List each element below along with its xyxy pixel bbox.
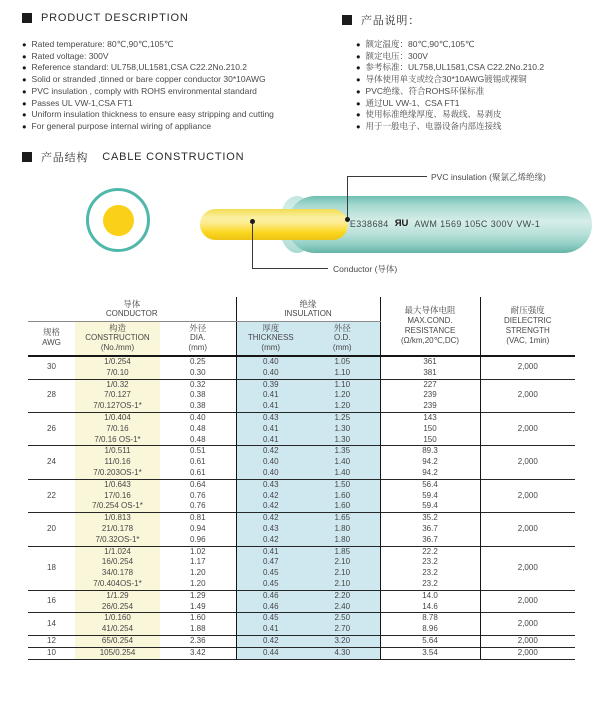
cell-dia: 1.60 1.88 — [160, 613, 236, 636]
cell-dia: 0.32 0.38 0.38 — [160, 379, 236, 412]
cell-dielectric: 2,000 — [480, 479, 575, 512]
cell-od: 1.10 1.20 1.20 — [305, 379, 380, 412]
cell-construction: 1/0.254 7/0.10 — [75, 356, 160, 379]
bullet-text: 参考标准：UL758,UL1581,CSA C22.2No.210.2 — [365, 62, 545, 73]
bullet-text: 用于一般电子、电器设备内部连接线 — [365, 120, 502, 131]
table-row-awg-26 — [28, 412, 575, 445]
cable-construction-header — [22, 149, 244, 165]
bullet-icon: ● — [22, 110, 27, 120]
conductor-leader-line-v — [252, 221, 253, 268]
cell-dielectric: 2,000 — [480, 379, 575, 412]
cell-od: 1.25 1.30 1.30 — [305, 412, 380, 445]
conductor-leader-line-h — [252, 268, 328, 269]
cell-dia: 0.51 0.61 0.61 — [160, 446, 236, 479]
cell-resistance: 35.2 36.7 36.7 — [380, 513, 480, 546]
cable-marking — [300, 218, 590, 229]
cell-thickness: 0.39 0.41 0.41 — [236, 379, 305, 412]
cell-awg: 10 — [28, 647, 75, 659]
bullet-item — [356, 74, 544, 86]
cell-dielectric: 2,000 — [480, 635, 575, 647]
table-row-awg-28 — [28, 379, 575, 412]
bullet-icon: ● — [22, 86, 27, 96]
bullet-item — [22, 109, 274, 121]
cell-dielectric: 2,000 — [480, 412, 575, 445]
table-row-awg-24 — [28, 446, 575, 479]
cell-resistance: 14.0 14.6 — [380, 590, 480, 613]
table-row-awg-30 — [28, 356, 575, 379]
table-row-awg-16 — [28, 590, 575, 613]
bullet-item — [22, 62, 274, 74]
conductor-leader-dot — [250, 219, 255, 224]
bullet-item — [22, 74, 274, 86]
cell-od: 4.30 — [305, 647, 380, 659]
cell-dia: 1.29 1.49 — [160, 590, 236, 613]
cell-awg: 26 — [28, 412, 75, 445]
bullet-icon: ● — [22, 75, 27, 85]
cell-dia: 0.40 0.48 0.48 — [160, 412, 236, 445]
cell-od: 2.50 2.70 — [305, 613, 380, 636]
cell-resistance: 3.54 — [380, 647, 480, 659]
cell-awg: 18 — [28, 546, 75, 590]
cell-dielectric: 2,000 — [480, 513, 575, 546]
bullet-item — [22, 86, 274, 98]
bullet-item — [356, 51, 544, 63]
pvc-leader-dot — [345, 217, 350, 222]
bullet-text: 额定温度：80℃,90℃,105℃ — [365, 39, 475, 49]
group-header-conductor: 导体 CONDUCTOR — [28, 297, 236, 321]
bullet-item — [356, 109, 544, 121]
group-header-row — [28, 297, 575, 321]
cell-construction: 1/0.404 7/0.16 7/0.16 OS-1* — [75, 412, 160, 445]
bullet-text: 额定电压：300V — [365, 50, 428, 61]
bullet-icon: ● — [356, 75, 361, 85]
cell-thickness: 0.43 0.41 0.41 — [236, 412, 305, 445]
bullet-item — [356, 86, 544, 98]
col-header-construction: 构造 CONSTRUCTION (No./mm) — [75, 321, 160, 356]
cell-dielectric: 2,000 — [480, 613, 575, 636]
bullet-item — [356, 121, 544, 133]
cell-dielectric: 2,000 — [480, 356, 575, 379]
bullet-item — [356, 98, 544, 110]
cable-cross-section — [86, 188, 150, 252]
bullet-icon: ● — [356, 40, 361, 49]
cell-resistance: 56.4 59.4 59.4 — [380, 479, 480, 512]
cell-dia: 0.81 0.94 0.96 — [160, 513, 236, 546]
spec-table — [28, 297, 575, 660]
product-description-header — [22, 12, 189, 24]
table-row-awg-12 — [28, 635, 575, 647]
bullet-icon: ● — [356, 110, 361, 120]
bullet-text: Reference standard: UL758,UL1581,CSA C22.2No.210.2 — [31, 62, 248, 73]
bullet-text: Rated voltage: 300V — [31, 50, 109, 61]
bullet-icon: ● — [356, 121, 361, 131]
conductor-label: Conductor (导体) — [333, 264, 398, 274]
table-row-awg-10 — [28, 647, 575, 659]
cell-resistance: 5.64 — [380, 635, 480, 647]
bullet-text: 通过UL VW-1、CSA FT1 — [365, 97, 460, 108]
cell-thickness: 0.40 0.40 — [236, 356, 305, 379]
cell-thickness: 0.44 — [236, 647, 305, 659]
construction-title-cn: 产品结构 — [41, 152, 89, 164]
cell-awg: 24 — [28, 446, 75, 479]
cell-dia: 0.25 0.30 — [160, 356, 236, 379]
cell-dielectric: 2,000 — [480, 446, 575, 479]
bullet-icon: ● — [22, 63, 27, 73]
col-header-dia: 外径 DIA. (mm) — [160, 321, 236, 356]
cell-construction: 1/0.160 41/0.254 — [75, 613, 160, 636]
cell-thickness: 0.46 0.46 — [236, 590, 305, 613]
cell-awg: 30 — [28, 356, 75, 379]
ul-recognized-icon: ЯU — [394, 218, 409, 229]
pvc-leader-line-h — [347, 176, 427, 177]
cell-resistance: 227 239 239 — [380, 379, 480, 412]
cell-construction: 65/0.254 — [75, 635, 160, 647]
cell-resistance: 89.3 94.2 94.2 — [380, 446, 480, 479]
cell-construction: 1/0.643 17/0.16 7/0.254 OS-1* — [75, 479, 160, 512]
table-row-awg-22 — [28, 479, 575, 512]
cell-dia: 2.36 — [160, 635, 236, 647]
bullet-item — [22, 39, 274, 51]
col-header-awg: 规格 AWG — [28, 321, 75, 356]
group-header-insulation: 绝缘 INSULATION — [236, 297, 380, 321]
cell-awg: 28 — [28, 379, 75, 412]
cell-awg: 12 — [28, 635, 75, 647]
bullet-item — [356, 62, 544, 74]
cell-dielectric: 2,000 — [480, 546, 575, 590]
cell-dia: 1.02 1.17 1.20 1.20 — [160, 546, 236, 590]
cell-od: 3.20 — [305, 635, 380, 647]
bullet-text: PVC绝缘、符合ROHS环保标准 — [365, 85, 485, 96]
bullet-icon: ● — [356, 63, 361, 73]
table-row-awg-20 — [28, 513, 575, 546]
table-row-awg-18 — [28, 546, 575, 590]
black-square-icon — [22, 13, 32, 23]
product-description-title: PRODUCT DESCRIPTION — [41, 12, 189, 24]
bullet-item — [22, 121, 274, 133]
cable-marking-spec: AWM 1569 105C 300V VW-1 — [414, 218, 541, 229]
cell-construction: 1/1.29 26/0.254 — [75, 590, 160, 613]
cell-dia: 3.42 — [160, 647, 236, 659]
col-header-thickness: 厚度 THICKNESS (mm) — [236, 321, 305, 356]
bullet-icon: ● — [22, 121, 27, 131]
cell-resistance: 22.2 23.2 23.2 23.2 — [380, 546, 480, 590]
bullet-text: PVC insulation , comply with ROHS environmental standard — [31, 85, 257, 96]
bullet-text: 导体使用单支或绞合30*10AWG镀锡或裸铜 — [365, 74, 527, 85]
bullet-icon: ● — [356, 86, 361, 96]
bullet-text: Rated temperature: 80℃,90℃,105℃ — [31, 39, 174, 49]
cell-od: 1.85 2.10 2.10 2.10 — [305, 546, 380, 590]
pvc-insulation-label: PVC insulation (聚氯乙烯绝缘) — [431, 172, 546, 182]
bullet-icon: ● — [356, 98, 361, 108]
bullet-item — [22, 51, 274, 63]
description-cn-list — [356, 39, 544, 133]
cell-thickness: 0.43 0.42 0.42 — [236, 479, 305, 512]
description-en-list — [22, 39, 274, 133]
cell-od: 1.50 1.60 1.60 — [305, 479, 380, 512]
cable-marking-ref: E338684 — [349, 218, 389, 229]
bullet-item — [22, 98, 274, 110]
cell-resistance: 8.78 8.96 — [380, 613, 480, 636]
cell-resistance: 361 381 — [380, 356, 480, 379]
bullet-text: Passes UL VW-1,CSA FT1 — [31, 97, 133, 108]
cell-dielectric: 2,000 — [480, 647, 575, 659]
cell-od: 2.20 2.40 — [305, 590, 380, 613]
col-header-resistance: 最大导体电阻 MAX.COND. RESISTANCE (Ω/km,20℃,DC) — [380, 297, 480, 356]
bullet-text: Solid or stranded ,tinned or bare copper conductor 30*10AWG — [31, 74, 266, 85]
pvc-leader-line-v — [347, 176, 348, 220]
cell-resistance: 143 150 150 — [380, 412, 480, 445]
cell-thickness: 0.45 0.41 — [236, 613, 305, 636]
black-square-icon — [22, 152, 32, 162]
bullet-icon: ● — [22, 40, 27, 49]
col-header-dielectric: 耐压强度 DIELECTRIC STRENGTH (VAC, 1min) — [480, 297, 575, 356]
product-description-cn-title: 产品说明： — [361, 15, 420, 27]
cell-construction: 1/0.813 21/0.178 7/0.32OS-1* — [75, 513, 160, 546]
cell-thickness: 0.41 0.47 0.45 0.45 — [236, 546, 305, 590]
cell-awg: 16 — [28, 590, 75, 613]
cell-dia: 0.64 0.76 0.76 — [160, 479, 236, 512]
construction-title-en: CABLE CONSTRUCTION — [102, 151, 245, 163]
cell-construction: 1/1.024 16/0.254 34/0.178 7/0.404OS-1* — [75, 546, 160, 590]
cell-awg: 20 — [28, 513, 75, 546]
col-header-od: 外径 O.D. (mm) — [305, 321, 380, 356]
bullet-icon: ● — [22, 51, 27, 61]
cell-construction: 1/0.32 7/0.127 7/0.127OS-1* — [75, 379, 160, 412]
cell-thickness: 0.42 0.40 0.40 — [236, 446, 305, 479]
conductor-core-circle — [103, 205, 134, 236]
cell-awg: 22 — [28, 479, 75, 512]
bullet-text: Uniform insulation thickness to ensure easy stripping and cutting — [31, 109, 274, 120]
cell-od: 1.65 1.80 1.80 — [305, 513, 380, 546]
cell-awg: 14 — [28, 613, 75, 636]
bullet-item — [356, 39, 544, 51]
cell-thickness: 0.42 — [236, 635, 305, 647]
bullet-text: 使用标准绝缘厚度、易裁线、易剥皮 — [365, 109, 502, 120]
cell-dielectric: 2,000 — [480, 590, 575, 613]
black-square-icon — [342, 15, 352, 25]
product-description-cn-header — [342, 12, 420, 28]
bullet-icon: ● — [22, 98, 27, 108]
cell-thickness: 0.42 0.43 0.42 — [236, 513, 305, 546]
cell-construction: 1/0.511 11/0.16 7/0.203OS-1* — [75, 446, 160, 479]
cell-od: 1.05 1.10 — [305, 356, 380, 379]
cell-od: 1.35 1.40 1.40 — [305, 446, 380, 479]
cell-construction: 105/0.254 — [75, 647, 160, 659]
bullet-icon: ● — [356, 51, 361, 61]
table-row-awg-14 — [28, 613, 575, 636]
bullet-text: For general purpose internal wiring of appliance — [31, 120, 212, 131]
